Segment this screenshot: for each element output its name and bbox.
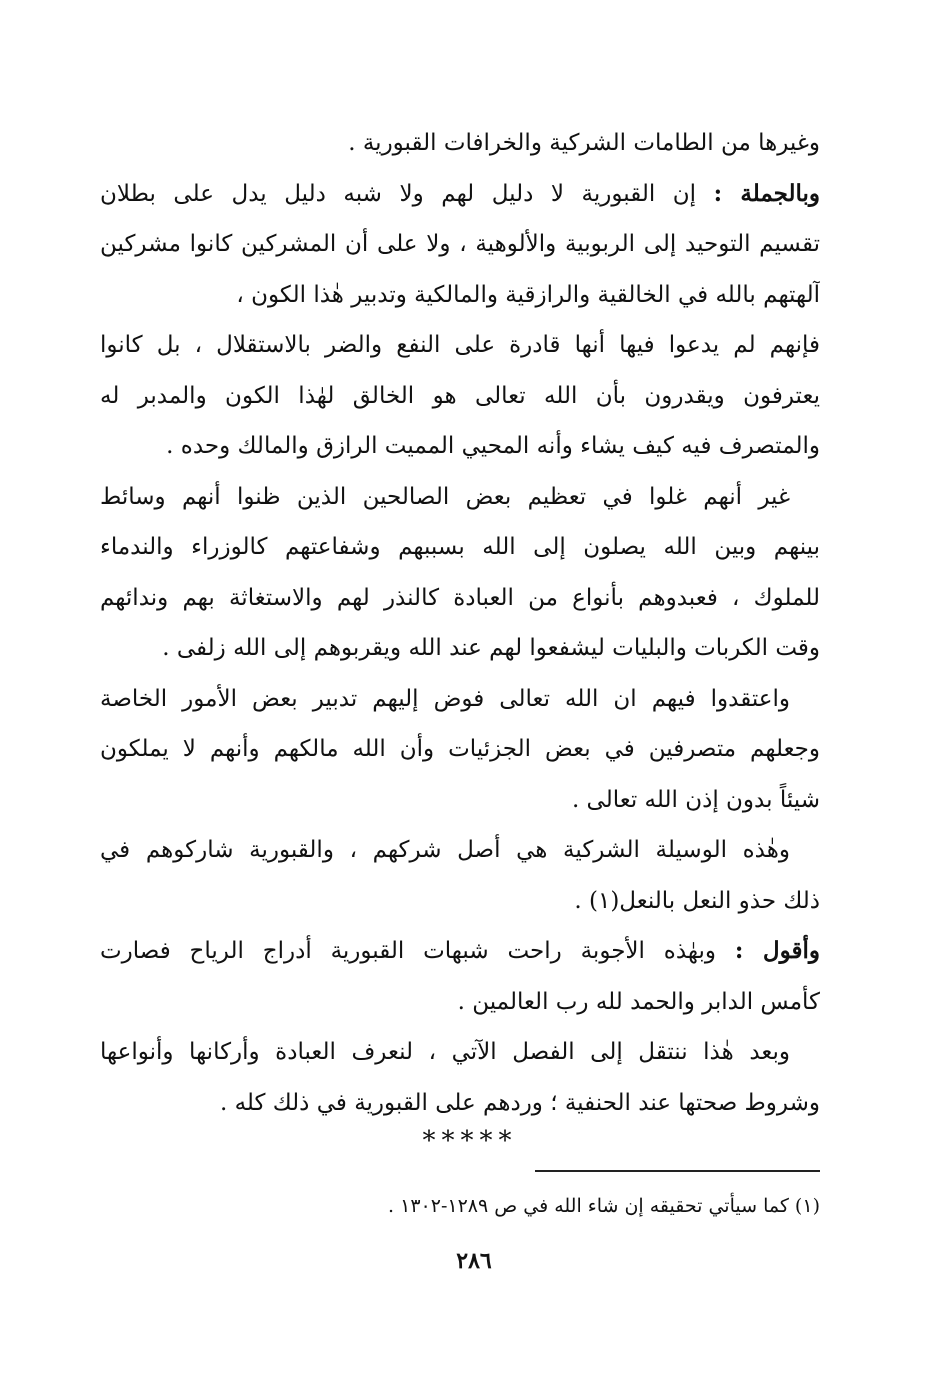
body-text	[100, 118, 820, 1128]
paragraph-line: آلهتهم بالله في الخالقية والرازقية والمالكية وتدبير هٰذا الكون ،	[236, 281, 820, 308]
paragraph-line: وقت الكربات والبليات ليشفعوا لهم عند الله ويقربوهم إلى الله زلفى .	[162, 635, 820, 661]
paragraph-line: ذلك حذو النعل بالنعل(١) .	[574, 887, 820, 914]
paragraph-line	[100, 169, 820, 220]
footnote: (١) كما سيأتي تحقيقه إن شاء الله في ص ١٢٨٩-١٣٠٢ .	[388, 1195, 820, 1217]
footnote-divider	[535, 1170, 820, 1172]
paragraph-line: بينهم وبين الله يصلون إلى الله بسببهم وشفاعتهم كالوزراء والندماء	[100, 534, 820, 560]
page-number: ٢٨٦	[456, 1248, 492, 1274]
paragraph-line: يعترفون ويقدرون بأن الله تعالى هو الخالق لهٰذا الكون والمدبر له	[100, 382, 820, 409]
paragraph-line: والمتصرف فيه كيف يشاء وأنه المحيي المميت الرازق والمالك وحده .	[166, 433, 820, 459]
lead-word-summary: وبالجملة :	[713, 179, 820, 207]
paragraph-line: شيئاً بدون إذن الله تعالى .	[571, 786, 820, 813]
paragraph-line	[100, 926, 820, 977]
paragraph-line: وشروط صحتها عند الحنفية ؛ وردهم على القبورية في ذلك كله .	[219, 1089, 820, 1116]
paragraph-line: للملوك ، فعبدوهم بأنواع من العبادة كالنذر لهم والاستغاثة بهم وندائهم	[100, 584, 820, 611]
paragraph-line: وبعد هٰذا ننتقل إلى الفصل الآتي ، لنعرف العبادة وأركانها وأنواعها	[100, 1039, 790, 1065]
paragraph-line: وغيرها من الطامات الشركية والخرافات القبورية .	[348, 130, 820, 156]
paragraph-line-text: وبهٰذه الأجوبة راحت شبهات القبورية أدراج الرياح فصارت	[100, 938, 717, 964]
paragraph-line: وجعلهم متصرفين في بعض الجزئيات وأن الله مالكهم وأنهم لا يملكون	[100, 736, 820, 762]
paragraph-line: كأمس الدابر والحمد لله رب العالمين .	[457, 988, 820, 1015]
paragraph-line: واعتقدوا فيهم ان الله تعالى فوض إليهم تدبير بعض الأمور الخاصة	[100, 685, 790, 712]
section-separator: *****	[422, 1126, 518, 1156]
paragraph-line: تقسيم التوحيد إلى الربوبية والألوهية ، ولا على أن المشركين كانوا مشركين	[100, 231, 820, 257]
lead-word-statement: وأقول :	[734, 937, 820, 964]
paragraph-line: غير أنهم غلوا في تعظيم بعض الصالحين الذين ظنوا أنهم وسائط	[100, 483, 790, 510]
paragraph-line: وهٰذه الوسيلة الشركية هي أصل شركهم ، والقبورية شاركوهم في	[100, 837, 790, 863]
paragraph-line: فإنهم لم يدعوا فيها أنها قادرة على النفع والضر بالاستقلال ، بل كانوا	[100, 332, 820, 358]
paragraph-line-text: إن القبورية لا دليل لهم ولا شبه دليل يدل على بطلان	[100, 180, 697, 207]
